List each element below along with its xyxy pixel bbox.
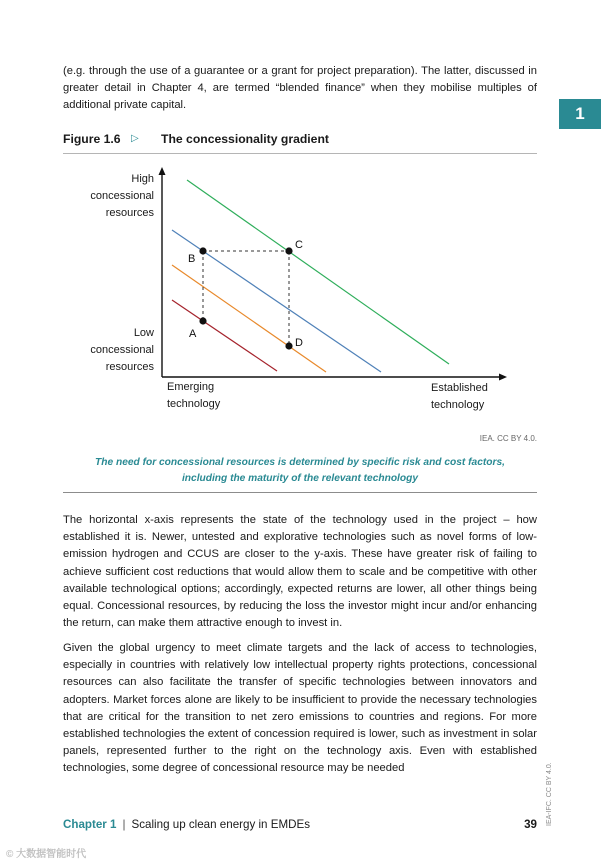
vertical-license-credit: IEA-IFC. CC BY 4.0. <box>546 762 553 826</box>
point-c <box>285 247 292 254</box>
y-axis-arrow-icon <box>159 167 166 175</box>
x-right-line-2: technology <box>431 399 485 411</box>
body-paragraph-2: Given the global urgency to meet climate targets and the lack of access to technologies, especially in countries with relatively low intellectual property rights protections, concessional resources can also facilitate the transfer of specific technologies between innovators and adopters. Market forces alone are likely to be insufficient to provide the necessary technologies that are critical for the transition to net zero emissions to countries and regions. For more established technologies the extent of concession required is lower, such as investment in solar panels, represented further to the right on the technology axis. Even with established technologies, some degree of concessional resource may be needed <box>63 642 537 775</box>
figure-number: Figure 1.6 <box>63 132 121 146</box>
point-b-label: B <box>188 253 196 265</box>
y-high-line-1: High <box>131 173 154 185</box>
figure-caption <box>63 455 537 487</box>
y-low-line-3: resources <box>105 361 154 373</box>
watermark: © 大数据智能时代 <box>6 849 87 860</box>
chapter-tab: 1 <box>559 99 601 129</box>
x-right-line-1: Established <box>431 382 488 394</box>
series-line-dark-red <box>172 300 277 371</box>
body-paragraph-1: The horizontal x-axis represents the state of the technology used in the project – how established it is. Newer, untested and explorative technologies such as novel forms of low-emission hydrogen and CCUS are closer to the y-axis. These have greater risk of failing to achieve sufficient cost reductions that would allow them to scale and be competitive with other available technological options; accordingly, expected returns are lower, all other things being equal. Concessional resources, by reducing the loss the investor might incur and/or enhancing the return, can make them attractive enough to invest in. <box>63 514 537 630</box>
figure-credit: IEA. CC BY 4.0. <box>479 434 537 443</box>
x-axis-arrow-icon <box>499 374 507 381</box>
y-high-line-3: resources <box>105 207 154 219</box>
point-b <box>199 247 206 254</box>
point-d <box>285 342 292 349</box>
figure-title: The concessionality gradient <box>161 132 329 146</box>
figure-arrow-icon: ▷ <box>131 133 139 144</box>
y-low-line-2: concessional <box>90 344 154 356</box>
footer-chapter: Chapter 1 <box>63 818 117 831</box>
x-left-line-2: technology <box>167 398 221 410</box>
page-number: 39 <box>524 818 537 831</box>
caption-divider <box>63 492 537 493</box>
caption-line-1: The need for concessional resources is determined by specific risk and cost factors, <box>95 457 505 468</box>
footer-title: Scaling up clean energy in EMDEs <box>131 818 311 831</box>
x-left-line-1: Emerging <box>167 381 215 393</box>
footer-separator: | <box>122 818 126 831</box>
point-c-label: C <box>295 239 303 251</box>
y-high-line-2: concessional <box>90 190 154 202</box>
intro-paragraph: (e.g. through the use of a guarantee or a grant for project preparation). The latter, discussed in greater detail in Chapter 4, are termed “blended finance” when they mobilise multiples of additional private capital. <box>63 65 537 112</box>
point-a-label: A <box>189 328 197 340</box>
point-d-label: D <box>295 337 303 349</box>
point-a <box>199 317 206 324</box>
page-footer <box>63 818 537 836</box>
y-low-line-1: Low <box>133 327 154 339</box>
caption-line-2: including the maturity of the relevant technology <box>181 473 419 484</box>
